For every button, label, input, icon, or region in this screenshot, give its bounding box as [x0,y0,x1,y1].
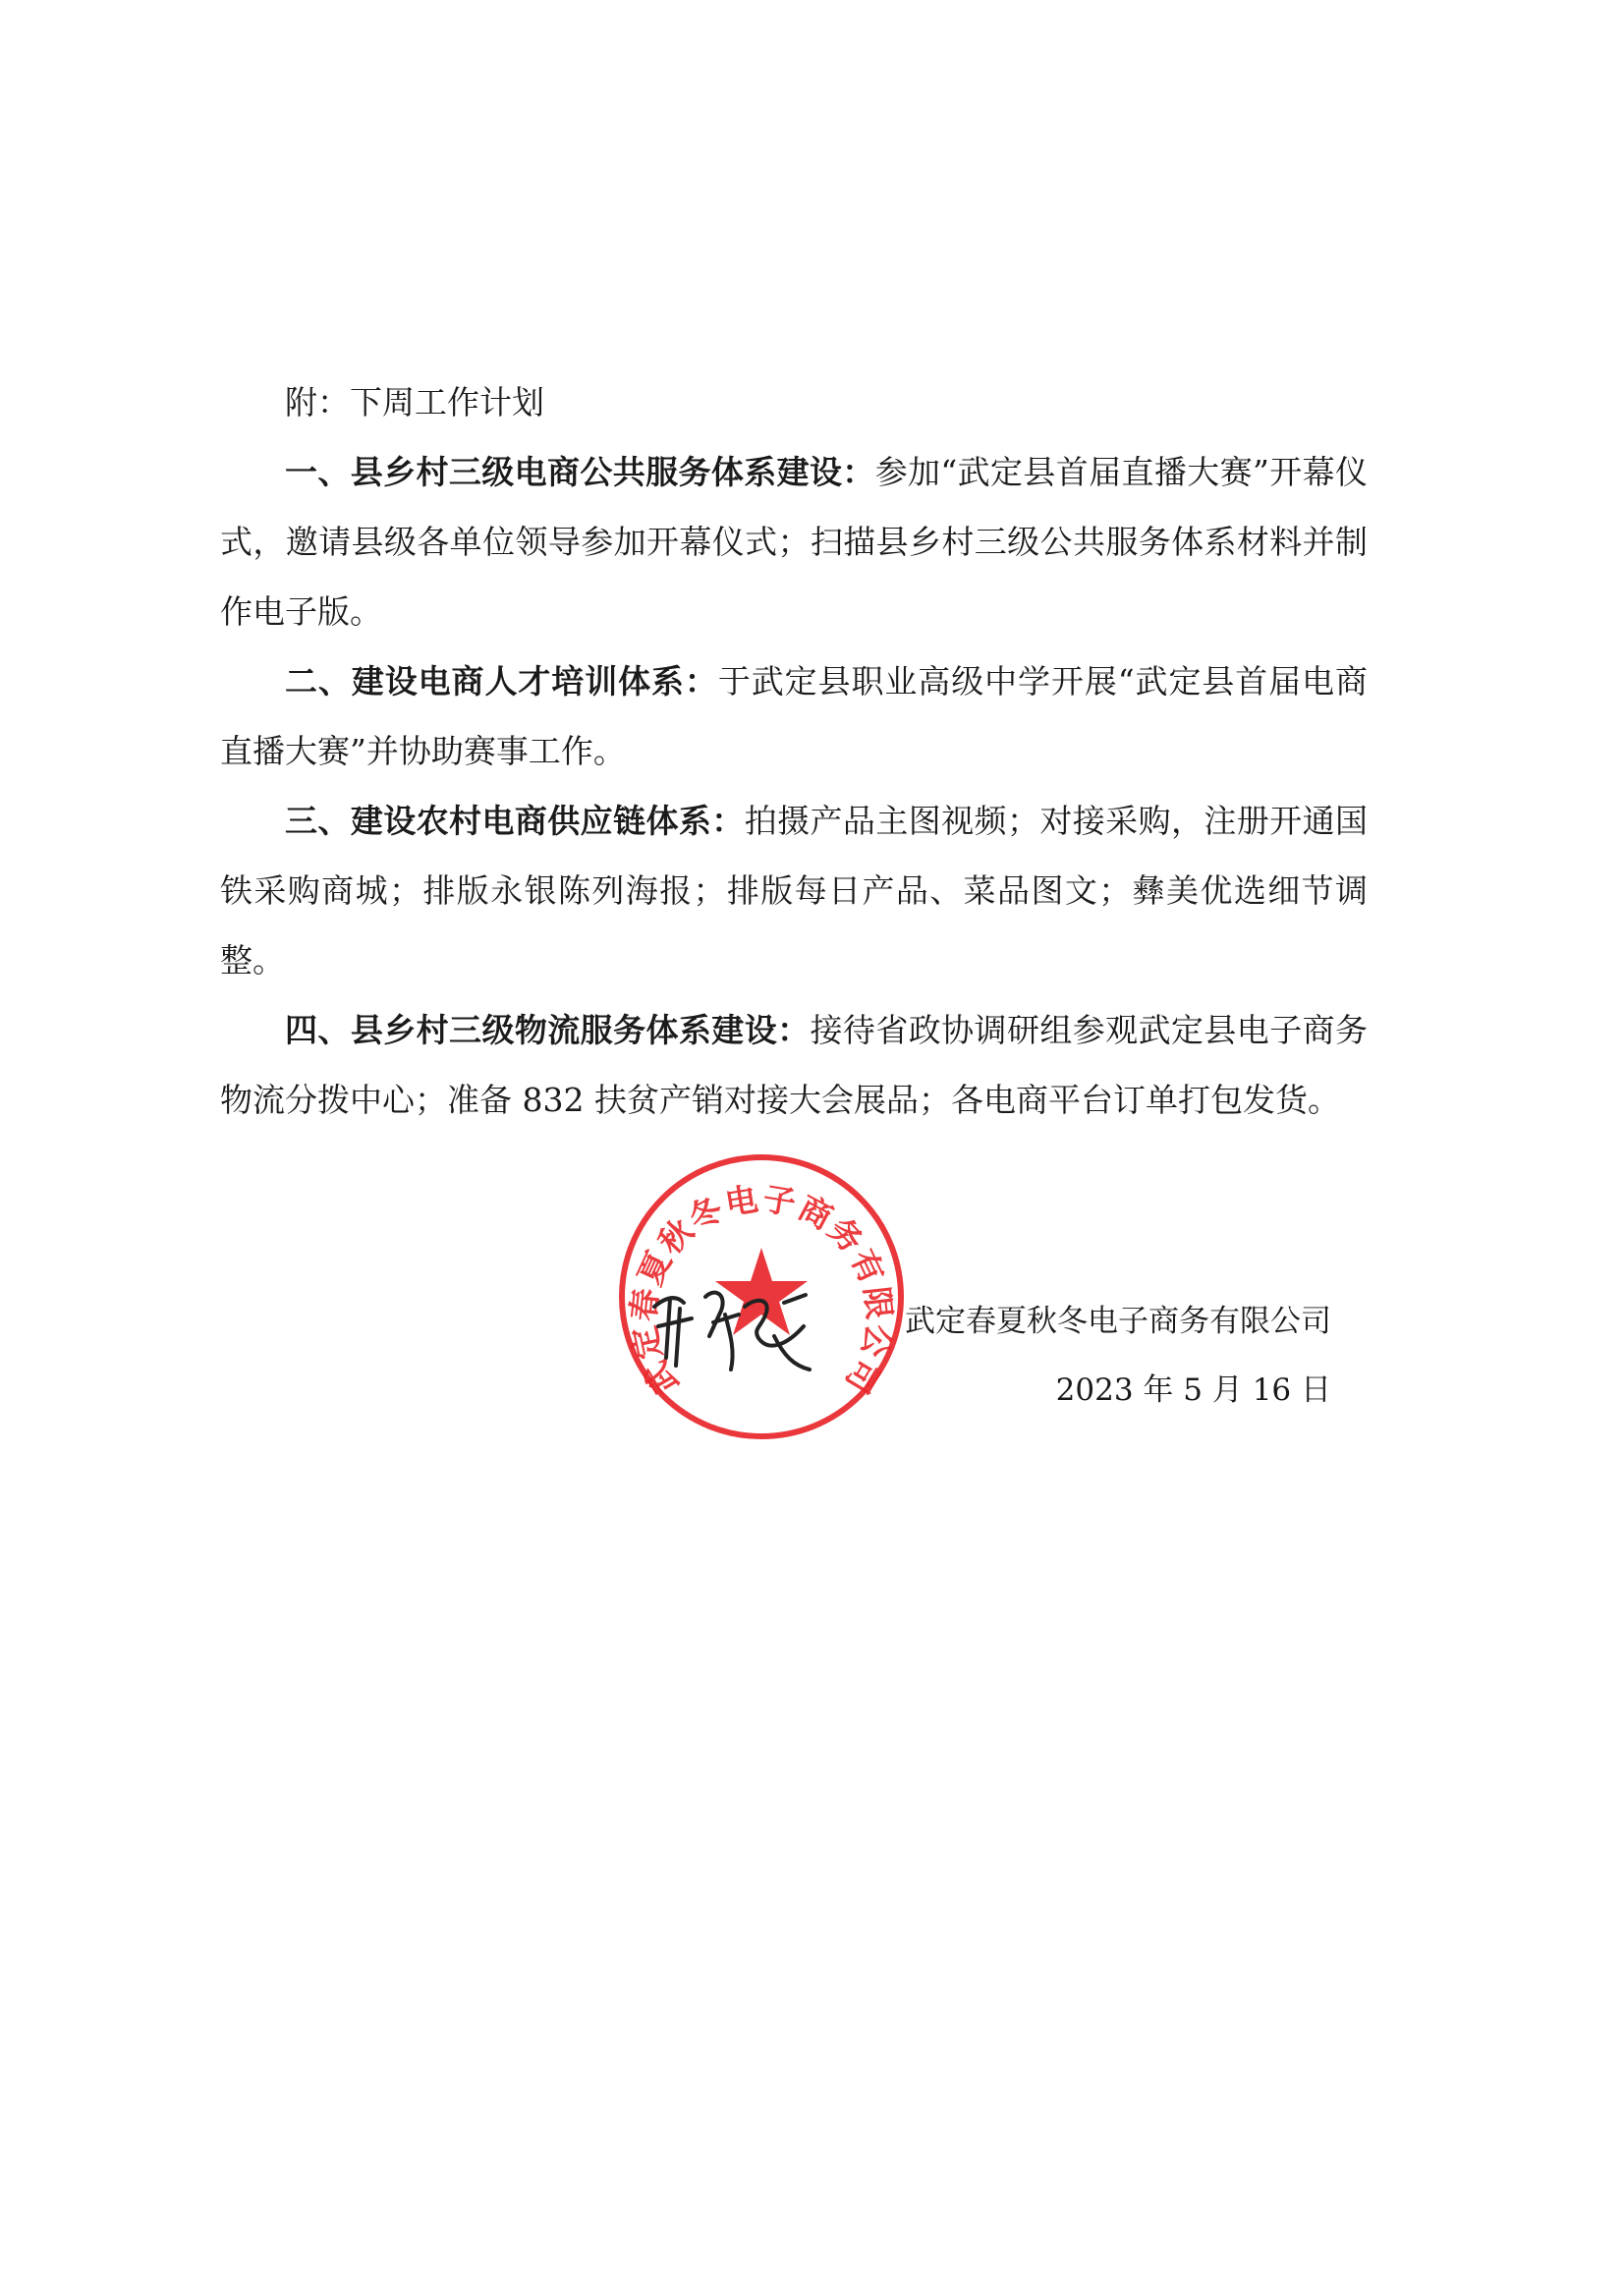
section-3-body: 拍摄产品主图视频；对接采购，注册开通国铁采购商城；排版永银陈列海报；排版每日产品、菜品图文；彝美优选细节调整。 [220,802,1368,980]
section-4-body: 接待省政协调研组参观武定县电子商务物流分拨中心；准备 832 扶贫产销对接大会展品；各电商平台订单打包发货。 [220,1011,1368,1119]
signature-block [905,1287,1331,1425]
section-4-heading: 四、县乡村三级物流服务体系建设： [285,1011,811,1049]
section-2-body: 于武定县职业高级中学开展“武定县首届电商直播大赛”并协助赛事工作。 [220,662,1369,770]
signing-date: 2023 年 5 月 16 日 [1055,1372,1331,1408]
section-3 [220,786,1368,995]
section-1 [220,437,1368,646]
section-2-heading: 二、建设电商人才培训体系： [285,662,718,700]
section-2 [220,646,1368,786]
section-4 [220,995,1368,1135]
seal-star-icon [715,1248,808,1335]
section-1-heading: 一、县乡村三级电商公共服务体系建设： [285,453,875,491]
section-1-body: 参加“武定县首届直播大赛”开幕仪式，邀请县级各单位领导参加开幕仪式；扫描县乡村三级公共服务体系材料并制作电子版。 [220,453,1368,631]
svg-text:武定春夏秋冬电子商务有限公司 [624,1179,899,1401]
signing-company: 武定春夏秋冬电子商务有限公司 [905,1304,1331,1339]
document-body [220,367,1368,1135]
company-seal-stamp [614,1149,909,1444]
section-3-heading: 三、建设农村电商供应链体系： [285,802,745,840]
seal-text: 武定春夏秋冬电子商务有限公司 [623,1179,900,1402]
attachment-title: 附：下周工作计划 [285,383,544,421]
handwritten-signature [637,1267,833,1385]
